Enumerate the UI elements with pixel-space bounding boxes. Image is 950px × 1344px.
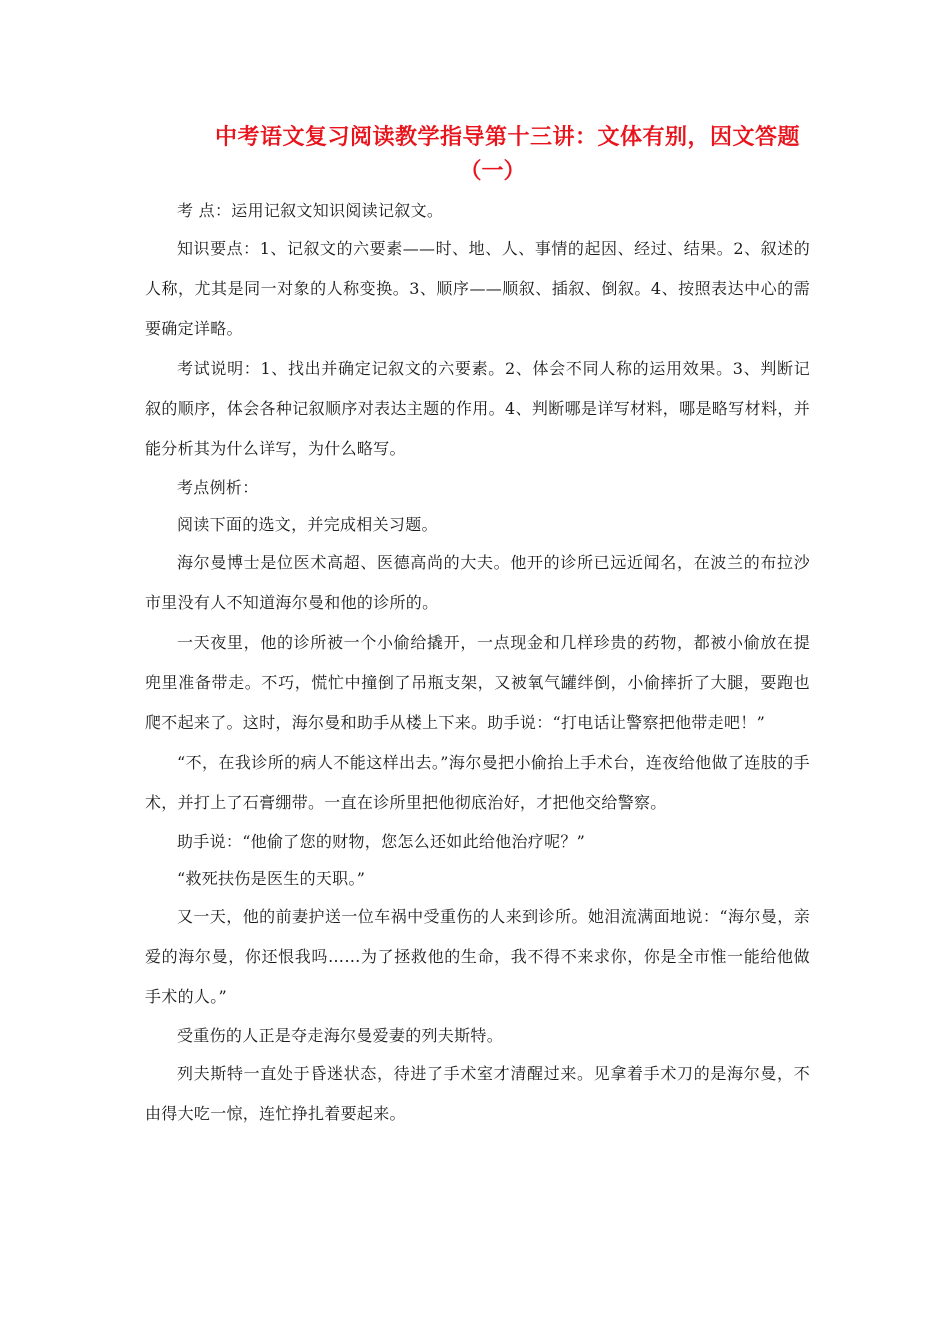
paragraph-instruction: 阅读下面的选文，并完成相关习题。 <box>177 515 438 534</box>
paragraph-example-heading: 考点例析： <box>177 478 259 497</box>
document-subtitle: （一） <box>459 158 526 184</box>
paragraph-story-6: 又一天，他的前妻护送一位车祸中受重伤的人来到诊所。她泪流满面地说：“海尔曼，亲爱的海尔曼，你还恨我吗……为了拯救他的生命，我不得不来求你，你是全市惟一能给他做手术的人。” <box>145 907 810 1006</box>
paragraph-story-3: “不，在我诊所的病人不能这样出去。”海尔曼把小偷抬上手术台，连夜给他做了连肢的手术，并打上了石膏绷带。一直在诊所里把他彻底治好，才把他交给警察。 <box>145 753 810 812</box>
paragraph-story-5: “救死扶伤是医生的天职。” <box>177 869 366 888</box>
paragraph-exam-point: 考 点：运用记叙文知识阅读记叙文。 <box>177 201 444 220</box>
paragraph-story-4: 助手说：“他偷了您的财物，您怎么还如此给他治疗呢？” <box>177 832 586 851</box>
paragraph-story-8: 列夫斯特一直处于昏迷状态，待进了手术室才清醒过来。见拿着手术刀的是海尔曼，不由得大吃一惊，连忙挣扎着要起来。 <box>145 1064 810 1123</box>
document-page <box>145 118 810 1134</box>
paragraph-exam-description: 考试说明：1、找出并确定记叙文的六要素。2、体会不同人称的运用效果。3、判断记叙的顺序，体会各种记叙顺序对表达主题的作用。4、判断哪是详写材料，哪是略写材料，并能分析其为什么详写，为什么略写。 <box>145 359 810 458</box>
paragraph-knowledge-points: 知识要点：1、记叙文的六要素——时、地、人、事情的起因、经过、结果。2、叙述的人称，尤其是同一对象的人称变换。3、顺序——顺叙、插叙、倒叙。4、按照表达中心的需要确定详略。 <box>145 239 810 338</box>
document-title: 中考语文复习阅读教学指导第十三讲：文体有别，因文答题 <box>214 124 800 150</box>
paragraph-story-2: 一天夜里，他的诊所被一个小偷给撬开，一点现金和几样珍贵的药物，都被小偷放在提兜里准备带走。不巧，慌忙中撞倒了吊瓶支架，又被氧气罐绊倒，小偷摔折了大腿，要跑也爬不起来了。这时，海尔曼和助手从楼上下来。助手说：“打电话让警察把他带走吧！” <box>145 633 810 732</box>
paragraph-story-7: 受重伤的人正是夺走海尔曼爱妻的列夫斯特。 <box>177 1026 504 1045</box>
paragraph-story-1: 海尔曼博士是位医术高超、医德高尚的大夫。他开的诊所已远近闻名，在波兰的布拉沙市里没有人不知道海尔曼和他的诊所的。 <box>145 553 810 612</box>
